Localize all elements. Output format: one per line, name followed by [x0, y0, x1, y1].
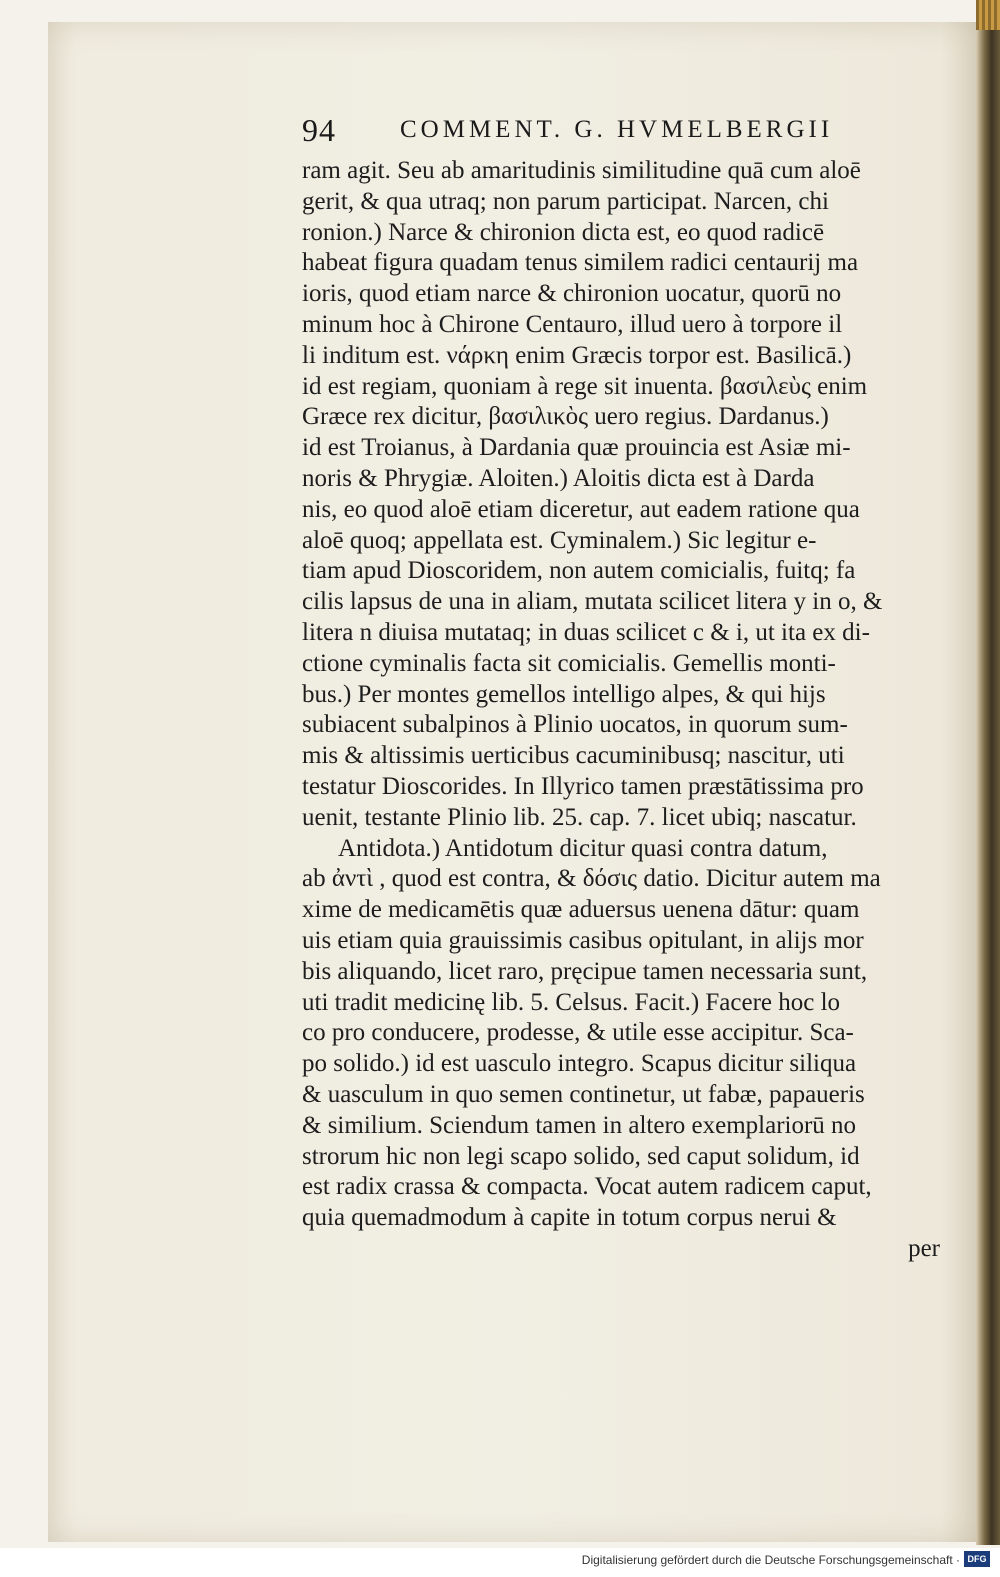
text-line: li inditum est. νάρκη enim Græcis torpor est. Basilicā.)	[302, 341, 852, 369]
text-line: Græce rex dicitur, βασιλικὸς uero regius. Dardanus.)	[302, 403, 829, 431]
text-line: uti tradit medicinę lib. 5. Celsus. Facit.) Facere hoc lo	[302, 988, 841, 1016]
text-line: ab ἀντὶ , quod est contra, & δόσις datio. Dicitur autem ma	[302, 865, 881, 893]
text-line: aloē quoq; appellata est. Cyminalem.) Sic legitur e-	[302, 526, 817, 554]
text-line: litera n diuisa mutataq; in duas scilicet c & i, ut ita ex di-	[302, 618, 870, 646]
text-line: cilis lapsus de una in aliam, mutata scilicet litera y in o, &	[302, 588, 883, 616]
funding-note: Digitalisierung gefördert durch die Deutsche Forschungsgemeinschaft ·	[581, 1553, 960, 1567]
text-line: ronion.) Narce & chironion dicta est, eo quod radicē	[302, 218, 825, 246]
text-line: mis & altissimis uerticibus cacuminibusq; nascitur, uti	[302, 742, 845, 770]
text-line: subiacent subalpinos à Plinio uocatos, in quorum sum-	[302, 711, 848, 739]
text-line: uis etiam quia grauissimis casibus opitulant, in alijs mor	[302, 926, 864, 954]
text-line: testatur Dioscorides. In Illyrico tamen præstātissima pro	[302, 772, 864, 800]
text-line: ram agit. Seu ab amaritudinis similitudine quā cum aloē	[302, 157, 861, 184]
text-line: id est Troianus, à Dardania quæ prouincia est Asiæ mi-	[302, 434, 851, 462]
text-line: po solido.) id est uasculo integro. Scapus dicitur siliqua	[302, 1050, 857, 1078]
text-line: bis aliquando, licet raro, pręcipue tamen necessaria sunt,	[302, 957, 868, 985]
running-head: COMMENT. G. HVMELBERGII	[400, 116, 834, 143]
text-line: ioris, quod etiam narce & chironion uocatur, quorū no	[302, 280, 842, 308]
text-line: Antidota.) Antidotum dicitur quasi contra datum,	[338, 834, 828, 862]
text-line: gerit, & qua utraq; non parum participat. Narcen, chi	[302, 187, 829, 215]
text-line: tiam apud Dioscoridem, non autem comicialis, fuitq; fa	[302, 557, 856, 585]
text-line: minum hoc à Chirone Centauro, illud uero à torpore il	[302, 310, 843, 338]
text-line: habeat figura quadam tenus similem radici centaurij ma	[302, 249, 859, 277]
body-text	[302, 156, 952, 1265]
text-line: & uasculum in quo semen continetur, ut fabæ, papaueris	[302, 1080, 865, 1108]
text-line: noris & Phrygiæ. Aloiten.) Aloitis dicta est à Darda	[302, 464, 815, 492]
page-number: 94	[302, 112, 336, 148]
text-line: est radix crassa & compacta. Vocat autem radicem caput,	[302, 1173, 872, 1201]
text-line: strorum hic non legi scapo solido, sed caput solidum, id	[302, 1142, 860, 1170]
text-line: co pro conducere, prodesse, & utile esse accipitur. Sca-	[302, 1019, 854, 1047]
text-line: id est regiam, quoniam à rege sit inuenta. βασιλεὺς enim	[302, 372, 868, 400]
text-line: bus.) Per montes gemellos intelligo alpes, & qui hijs	[302, 680, 826, 708]
text-line: xime de medicamētis quæ aduersus uenena dātur: quam	[302, 896, 860, 924]
gilt-edge	[976, 0, 1000, 30]
page-header	[302, 112, 942, 156]
catchword: per	[908, 1234, 940, 1262]
text-line: uenit, testante Plinio lib. 25. cap. 7. licet ubiq; nascatur.	[302, 803, 857, 831]
text-line: & similium. Sciendum tamen in altero exemplariorū no	[302, 1111, 857, 1139]
book-spine	[976, 0, 1000, 1545]
text-line: quia quemadmodum à capite in totum corpus nerui &	[302, 1204, 837, 1232]
dfg-logo: DFG	[964, 1551, 990, 1567]
text-line: nis, eo quod aloē etiam diceretur, aut eadem ratione qua	[302, 495, 860, 523]
text-line: ctione cyminalis facta sit comicialis. Gemellis monti-	[302, 649, 836, 677]
